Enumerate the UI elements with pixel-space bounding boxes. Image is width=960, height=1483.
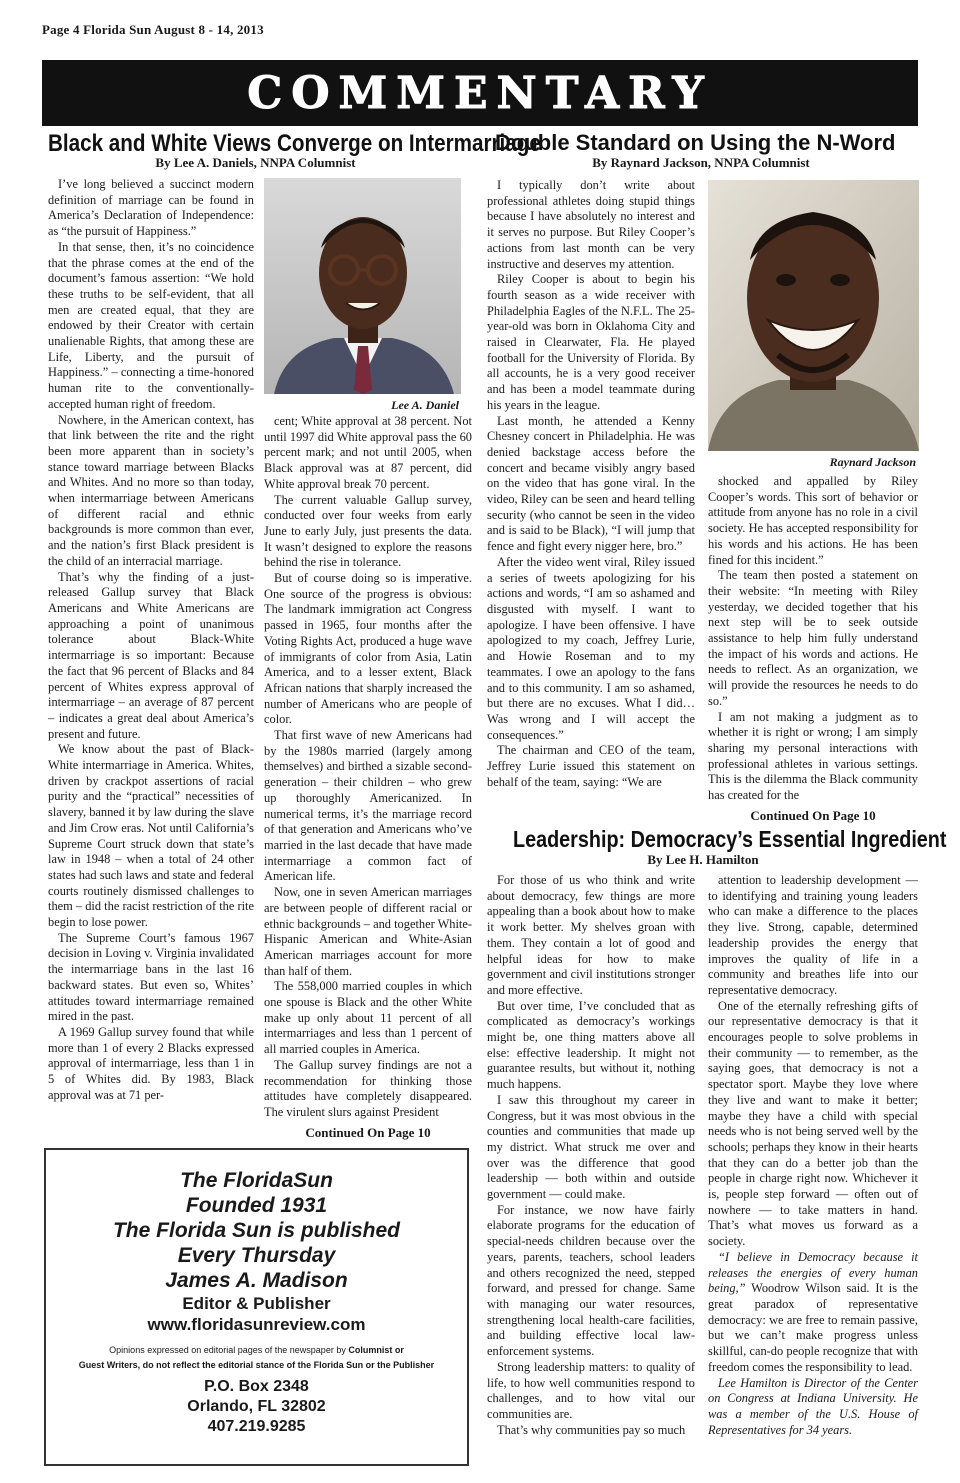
masthead-founded: Founded 1931 (185, 1194, 328, 1217)
article1-column-2 (264, 414, 472, 1121)
columnist-portrait-lee-daniels (264, 178, 461, 394)
masthead-published-line: The Florida Sun is published (112, 1219, 401, 1242)
section-banner-title: COMMENTARY (247, 68, 713, 119)
wilson-quote-tail: Woodrow Wilson said. It is the great paradox of representative democracy: we are free to remain passive, but we can’t make progress unless skillful, can-do people recognize that with freedom comes the responsibility to lead. (708, 1281, 918, 1374)
article2-headline: Double Standard on Using the N-Word (495, 130, 896, 155)
paragraph: The current valuable Gallup survey, conducted over four weeks from early June to early July, just presents the data. It wasn’t designed to explore the reasons behind the rise in tolerance. (264, 492, 472, 570)
paragraph: That’s why communities pay so much (497, 1422, 686, 1437)
paragraph: The Gallup survey findings are not a recommendation for thinking those attitudes have completely disappeared. The virulent slurs against President (264, 1057, 472, 1119)
paragraph: We know about the past of Black-White intermarriage in America. Whites, driven by crackpot assertions of racial purity and the “practical” necessities of slavery, banned it by law during the slave and Jim Crow eras. Not until California’s Supreme Court struck down that state’s law in 1948 – when a total of 24 other states had such laws and state and federal courts routinely dismissed challenges to them – did the racist restriction of the rite begin to lose power. (48, 742, 254, 930)
article3-headline: Leadership: Democracy’s Essential Ingredient (513, 826, 947, 852)
paragraph: I’ve long believed a succinct modern definition of marriage can be found in America’s Declaration of Independence: as “the pursuit of Happiness.” (48, 177, 254, 239)
paragraph: The team then posted a statement on their website: “In meeting with Riley yesterday, we decided together that his next step will be to seek outside assistance to help him fully understand the impact of his words and actions. He needs to reflect. As an organization, we will provide the resources he needs to do so.” (708, 568, 918, 708)
columnist-portrait-raynard-jackson (708, 180, 919, 451)
masthead-disclaimer-1 (46, 1343, 467, 1358)
article2-photo-caption: Raynard Jackson (829, 455, 916, 469)
masthead-website[interactable]: www.floridasunreview.com (147, 1315, 366, 1334)
paragraph: The 558,000 married couples in which one spouse is Black and the other White make up only about 11 percent of all intermarriages and less than 1 percent of all married couples in America. (264, 979, 472, 1057)
paragraph: attention to leadership development — to identifying and training young leaders who can make a difference to the places they live. Strong, capable, determined leadership provides the energy that improves the quality of life in a community and breathes life into our representative democracy. (708, 873, 918, 997)
paragraph: That first wave of new Americans had by the 1980s married (largely among themselves) and birthed a sizable second-generation – their children – who grew up thoroughly Americanized. In numerical terms, it’s the marriage record of that generation and Americans who’ve married in the last decade that have made intermarriage a common fact of American life. (264, 728, 472, 884)
paragraph: For instance, we now have fairly elaborate programs for the education of special-needs children because over the years, parents, teachers, school leaders and others recognized the need, stepped forward, and pressed for change. Same with managing our water resources, strengthening local health-care facilities, and building effective local law-enforcement systems. (487, 1202, 695, 1359)
article3-column-1 (487, 873, 695, 1438)
section-banner (42, 60, 918, 126)
article3-column-2 (708, 873, 918, 1438)
masthead-city: Orlando, FL 32802 (187, 1398, 326, 1415)
paragraph: But of course doing so is imperative. One source of the progress is obvious: The landmark immigration act Congress passed in 1965, four months after the Voting Rights Act, produced a huge wave of immigrants of color from Asia, Latin America, and to a lesser extent, Black African nations that sharply increased the number of Americans who are people of color. (264, 571, 472, 727)
paragraph: Riley Cooper is about to begin his fourth season as a wide receiver with Philadelphia Eagles of the N.F.L. The 25-year-old was born in Oklahoma City and raised in Clearwater, Fla. He played football for the University of Florida. By all accounts, he is a very good receiver and has been a model teammate during his years in the league. (487, 272, 695, 412)
paragraph: Now, one in seven American marriages are between people of different racial or ethnic backgrounds – and together White-Hispanic American and White-Asian American marriages account for more than half of them. (264, 885, 472, 978)
article1-photo-caption: Lee A. Daniel (391, 398, 459, 412)
article1-photo (264, 178, 461, 394)
paragraph: After the video went viral, Riley issued a series of tweets apologizing for his actions and words, “I am so ashamed and disgusted with myself. I want to apologize. I have been offensive. I have apologized to my coach, Jeffrey Lurie, and Howie Roseman and to my teammates. I owe an apology to the fans and to this community. I am so ashamed, but there are no excuses. What I did…Was wrong and I will accept the consequences.” (487, 554, 695, 742)
paragraph: Last month, he attended a Kenny Chesney concert in Philadelphia. He was denied backstage access before the concert and became visibly angry based on the video that has gone viral. In the video, Riley can be seen and heard telling security (who cannot be seen in the video and is said to be Black), “I will jump that fence and fight every nigger here, bro.” (487, 413, 695, 554)
article2-byline: By Raynard Jackson, NNPA Columnist (592, 155, 810, 170)
paragraph: I saw this throughout my career in Congress, but it was most obvious in the counties and communities that made up my district. What struck me over and over was the difference that good leadership — both within and outside government — could make. (487, 1092, 695, 1202)
article3-byline: By Lee H. Hamilton (647, 852, 759, 867)
paragraph: A 1969 Gallup survey found that while more than 1 of every 2 Blacks expressed approval of intermarriage, less than 1 in 5 of Whites did. By 1983, Black approval was at 71 per- (48, 1024, 254, 1102)
article2-photo (708, 180, 919, 451)
page-folio: Page 4 Florida Sun August 8 - 14, 2013 (42, 22, 264, 37)
paragraph: I typically don’t write about professional athletes doing stupid things because I have absolutely no interest and it serves no purpose. But Riley Cooper’s actions from last month can be very instructive and deserves my attention. (487, 178, 695, 271)
article2-column-2 (708, 474, 918, 804)
paragraph: For those of us who think and write about democracy, few things are more appealing than a book about how to make it work better. My shelves groan with them. They contain a lot of good and helpful ideas for how to make government and civil institutions stronger and more effective. (487, 873, 695, 997)
paragraph: The Supreme Court’s famous 1967 decision in Loving v. Virginia invalidated the intermarriage bans in the last 16 backward states. But even so, Whites’ attitudes toward intermarriage remained mired in the past. (48, 930, 254, 1024)
article1-byline: By Lee A. Daniels, NNPA Columnist (155, 155, 356, 170)
article1-column-1 (48, 177, 254, 1103)
paragraph: Strong leadership matters: to quality of life, to how well communities respond to challenges, and to how vital our communities are. (487, 1359, 695, 1421)
masthead-po-box: P.O. Box 2348 (204, 1378, 309, 1395)
article1-headline: Black and White Views Converge on Intermarriage (48, 130, 541, 157)
article3-quote-paragraph (708, 1250, 918, 1376)
masthead-editor-title: Editor & Publisher (182, 1294, 331, 1313)
paragraph: The chairman and CEO of the team, Jeffrey Lurie issued this statement on behalf of the team, saying: “We are (487, 743, 695, 789)
paragraph: That’s why the finding of a just-released Gallup survey that Black Americans and White Americans are approaching a point of unanimous tolerance about Black-White intermarriage is so important: Because the fact that 96 percent of Blacks and 84 percent of Whites express approval of intermarriage – an average of 87 percent – indicates a great deal about America’s present and future. (48, 569, 254, 741)
paragraph: I am not making a judgment as to whether it is right or wrong; I am simply sharing my personal interactions with professional athletes in various settings. This is the dilemma the Black community has created for the (708, 709, 918, 803)
article2-column-1 (487, 178, 695, 790)
masthead-box (44, 1148, 469, 1466)
article3-author-bio: Lee Hamilton is Director of the Center on Congress at Indiana University. He was a member of the U.S. House of Representatives for 34 years. (708, 1375, 918, 1437)
paragraph: One of the eternally refreshing gifts of our representative democracy is that it encourages people to solve problems in their community — to remember, as the saying goes, that democracy is not a spectator sport. Maybe they love where they live and want to make it better; maybe they have a child with special needs who is not being served well by the schools; perhaps they know in their hearts that they can do a better job than the people in charge right now. Whichever it is, people step forward — often out of nowhere — to take matters in hand. That’s what moves us forward as a society. (708, 998, 918, 1249)
masthead-frequency: Every Thursday (177, 1244, 336, 1267)
paragraph: In that sense, then, it’s no coincidence that the phrase comes at the end of the document’s famous assertion: “We hold these truths to be self-evident, that all men are created equal, that they are endowed by their Creator with certain unalienable Rights, that among these are Life, Liberty, and the pursuit of Happiness.” – connecting a time-honored human rite to the conventionally-accepted human right of freedom. (48, 239, 254, 411)
masthead-phone: 407.219.9285 (207, 1418, 306, 1435)
article2-continued[interactable]: Continued On Page 10 (750, 808, 876, 823)
masthead-disclaimer-2: Guest Writers, do not reflect the editorial stance of the Florida Sun or the Publisher (78, 1360, 435, 1370)
paragraph: shocked and appalled by Riley Cooper’s words. This sort of behavior or attitude from anyone has no role in a civil society. He has accepted responsibility for his words and his actions. He has been fined for this incident.” (708, 474, 918, 567)
wilson-quote: “I believe in Democracy because it releases the energies of every human being,” (708, 1249, 918, 1296)
article1-continued[interactable]: Continued On Page 10 (305, 1125, 431, 1140)
disclaimer-lead: Opinions expressed on editorial pages of the newspaper by (109, 1345, 349, 1355)
masthead-paper-name: The FloridaSun (180, 1169, 333, 1192)
paragraph: Nowhere, in the American context, has that link between the rite and the right been more apparent than in society’s stance toward marriage between Blacks and Whites. And no more so than today, when intermarriage between Americans of different racial and ethnic backgrounds is more common than ever, and the nation’s first Black president is the child of an interracial marriage. (48, 412, 254, 568)
paragraph: cent; White approval at 38 percent. Not until 1997 did White approval pass the 60 percent mark; and not until 2005, when Black approval was at 87 percent, did White approval break 70 percent. (264, 414, 472, 491)
disclaimer-emphasis: Columnist or (348, 1345, 404, 1355)
paragraph: But over time, I’ve concluded that as complicated as democracy’s workings might be, one thing matters above all else: effective leadership. It might not guarantee results, but without it, nothing much happens. (487, 998, 695, 1092)
masthead-editor-name: James A. Madison (165, 1269, 348, 1292)
